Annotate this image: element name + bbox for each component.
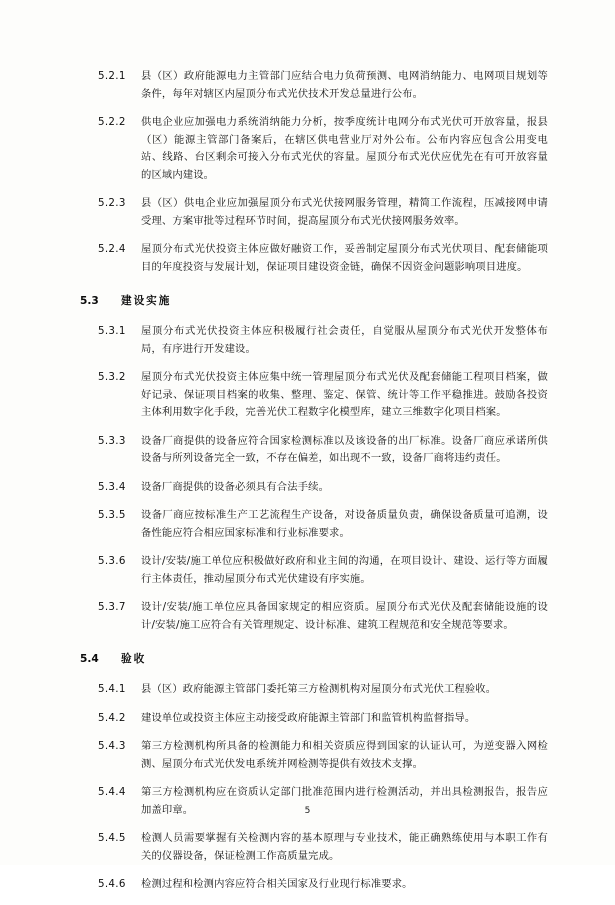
- clause-number: 5.3: [80, 295, 99, 307]
- clause-text: 供电企业应加强电力系统消纳能力分析，按季度统计电网分布式光伏可开放容量，报县（区）能源主管部门备案后，在辖区供电营业厅对外公布。公布内容应包含公用变电站、线路、台区剩余可接入分布式光伏的容量。屋顶分布式光伏应优先在有可开放容量的区域内建设。: [141, 116, 548, 181]
- clause-number: 5.4: [80, 653, 99, 665]
- clause-text: 屋顶分布式光伏投资主体应积极履行社会责任，自觉服从屋顶分布式光伏开发整体布局，有序进行开发建设。: [141, 325, 548, 355]
- numbered-paragraph: [70, 195, 548, 230]
- numbered-paragraph: [70, 479, 548, 497]
- clause-number: 5.4.6: [98, 878, 126, 890]
- section-heading-text: 建设实施: [121, 295, 172, 307]
- clause-text: 县（区）政府能源电力主管部门应结合电力负荷预测、电网消纳能力、电网项目规划等条件，每年对辖区内屋顶分布式光伏技术开发总量进行公布。: [141, 70, 548, 100]
- numbered-paragraph: [70, 876, 548, 894]
- numbered-paragraph: [70, 241, 548, 276]
- clause-text: 检测过程和检测内容应符合相关国家及行业现行标准要求。: [141, 878, 413, 890]
- clause-text: 屋顶分布式光伏投资主体应集中统一管理屋顶分布式光伏及配套储能工程项目档案，做好记录、保证项目档案的收集、整理、鉴定、保管、统计等工作平稳推进。鼓励各投资主体利用数字化手段，完善光伏工程数字化模型库，建立三维数字化项目档案。: [141, 371, 548, 418]
- clause-number: 5.3.4: [98, 480, 126, 493]
- clause-number: 5.4.1: [98, 683, 126, 695]
- clause-text: 县（区）政府能源主管部门委托第三方检测机构对屋顶分布式光伏工程验收。: [141, 683, 497, 695]
- clause-number: 5.4.4: [98, 786, 126, 798]
- clause-number: 5.3.7: [98, 601, 126, 613]
- numbered-paragraph: [70, 114, 548, 184]
- numbered-paragraph: [70, 830, 548, 865]
- clause-number: 5.4.5: [98, 832, 126, 844]
- clause-text: 屋顶分布式光伏投资主体应做好融资工作，妥善制定屋顶分布式光伏项目、配套储能项目的年度投资与发展计划，保证项目建设资金链，确保不因资金问题影响项目进度。: [141, 243, 548, 273]
- numbered-paragraph: [70, 599, 548, 634]
- clause-text: 设计/安装/施工单位应积极做好政府和业主间的沟通，在项目设计、建设、运行等方面履行主体责任，推动屋顶分布式光伏建设有序实施。: [141, 555, 548, 585]
- clause-text: 县（区）供电企业应加强屋顶分布式光伏接网服务管理，精简工作流程，压减接网申请受理、方案审批等过程环节时间，提高屋顶分布式光伏接网服务效率。: [141, 197, 548, 227]
- clause-text: 第三方检测机构所具备的检测能力和相关资质应得到国家的认证认可，为逆变器入网检测、屋顶分布式光伏发电系统并网检测等提供有效技术支撑。: [141, 740, 548, 770]
- section-heading: [70, 651, 548, 668]
- numbered-paragraph: [70, 369, 548, 422]
- clause-text: 第三方检测机构应在资质认定部门批准范围内进行检测活动，并出具检测报告，报告应加盖印章。: [141, 786, 548, 816]
- clause-number: 5.3.5: [98, 509, 126, 521]
- numbered-paragraph: [70, 323, 548, 358]
- numbered-paragraph: [70, 681, 548, 699]
- clause-number: 5.3.3: [98, 434, 126, 447]
- numbered-paragraph: [70, 433, 548, 468]
- clause-number: 5.3.6: [98, 555, 126, 567]
- numbered-paragraph: [70, 68, 548, 103]
- clause-number: 5.3.1: [98, 325, 126, 337]
- clause-text: 设备厂商应按标准生产工艺流程生产设备，对设备质量负责，确保设备质量可追溯，设备性能应符合相应国家标准和行业标准要求。: [141, 509, 548, 539]
- numbered-paragraph: [70, 710, 548, 728]
- clause-number: 5.2.4: [98, 243, 126, 255]
- numbered-paragraph: [70, 738, 548, 773]
- section-heading-text: 验收: [121, 653, 147, 665]
- clause-text: 设备厂商提供的设备必须具有合法手续。: [141, 480, 330, 493]
- numbered-paragraph: [70, 553, 548, 588]
- clause-number: 5.2.2: [98, 116, 126, 128]
- clause-number: 5.2.1: [98, 70, 126, 82]
- clause-text: 建设单位或投资主体应主动接受政府能源主管部门和监管机构监督指导。: [141, 711, 476, 724]
- clause-number: 5.4.3: [98, 740, 126, 752]
- numbered-paragraph: [70, 507, 548, 542]
- clause-text: 设计/安装/施工单位应具备国家规定的相应资质。屋顶分布式光伏及配套储能设施的设计/安装/施工应符合有关管理规定、设计标准、建筑工程规范和安全规范等要求。: [141, 601, 548, 631]
- section-heading: [70, 293, 548, 310]
- document-body: [70, 68, 548, 905]
- clause-number: 5.3.2: [98, 371, 126, 383]
- clause-number: 5.2.3: [98, 197, 126, 209]
- clause-number: 5.4.2: [98, 711, 126, 724]
- page-number: 5: [304, 806, 311, 816]
- clause-text: 检测人员需要掌握有关检测内容的基本原理与专业技术，能正确熟练使用与本职工作有关的仪器设备，保证检测工作高质量完成。: [141, 832, 548, 862]
- clause-text: 设备厂商提供的设备应符合国家检测标准以及该设备的出厂标准。设备厂商应承诺所供设备与所列设备完全一致，不存在偏差，如出现不一致，设备厂商将违约责任。: [141, 434, 548, 464]
